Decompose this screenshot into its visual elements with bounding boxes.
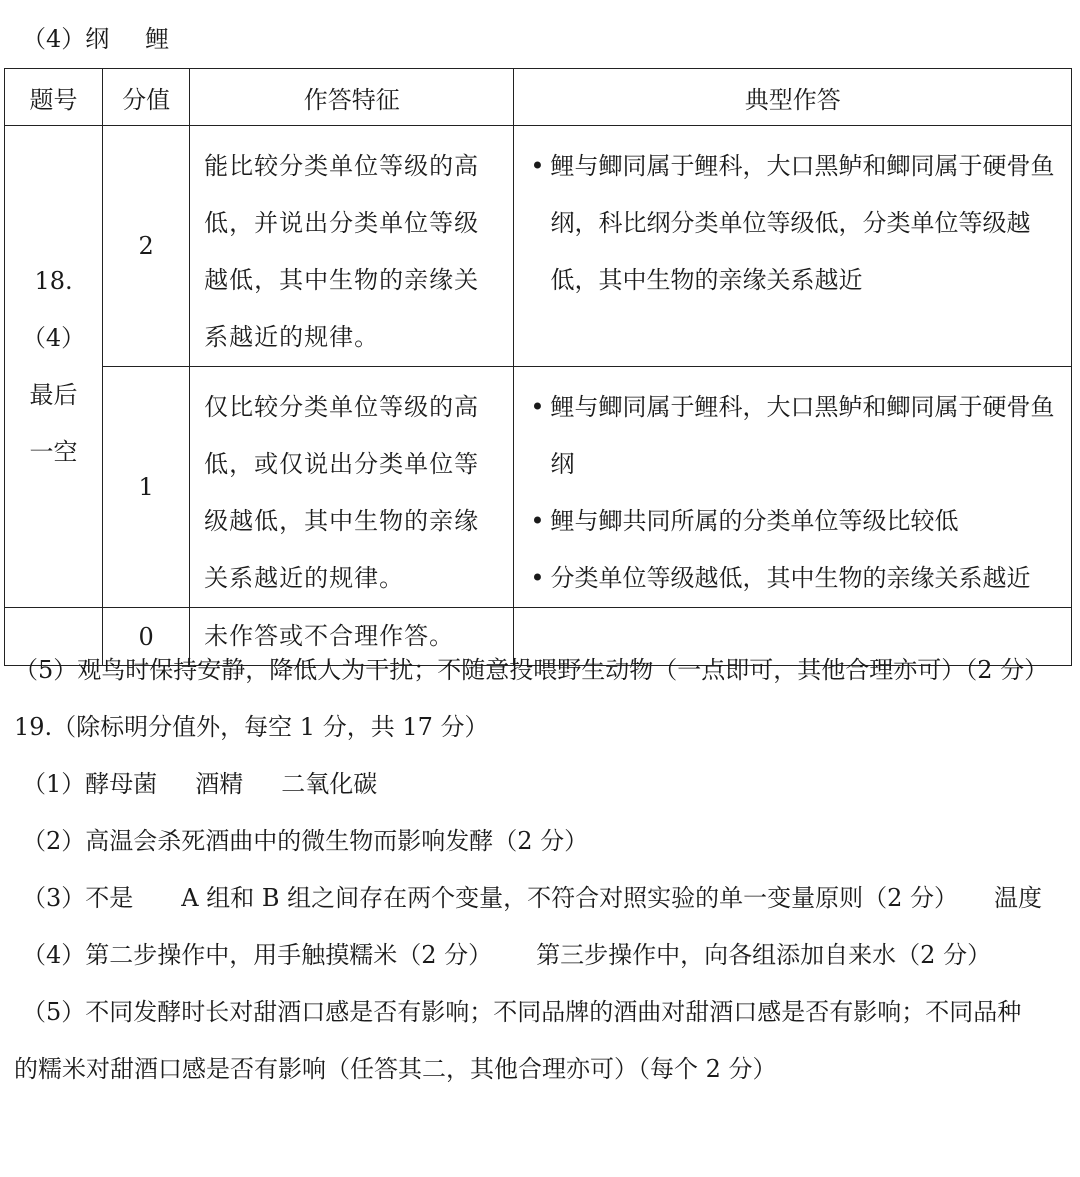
score-cell: 2 (103, 126, 190, 367)
score-cell: 0 (103, 608, 190, 666)
question-18-4-header (22, 24, 169, 54)
question-id-line: 18. (34, 266, 73, 295)
feature-cell: 仅比较分类单位等级的高低，或仅说出分类单位等级越低，其中生物的亲缘关系越近的规律。 (190, 367, 514, 608)
bullet-icon: • (530, 393, 545, 421)
answer-text: 鲤与鲫同属于鲤科，大口黑鲈和鲫同属于硬骨鱼纲，科比纲分类单位等级低，分类单位等级越低，其中生物的亲缘关系越近 (550, 152, 1055, 294)
feature-cell: 能比较分类单位等级的高低，并说出分类单位等级越低，其中生物的亲缘关系越近的规律。 (190, 126, 514, 367)
answer-19-3-extra: 温度 (994, 884, 1043, 912)
answer-19-5-line2: 的糯米对甜酒口感是否有影响（任答其二，其他合理亦可）（每个 2 分） (14, 1055, 777, 1083)
question-id-cell (5, 126, 103, 608)
answer-19-3-main: （3）不是 A 组和 B 组之间存在两个变量，不符合对照实验的单一变量原则（2 分） (22, 884, 959, 912)
bullet-icon: • (530, 507, 545, 535)
answer-19-4-part1: （4）第二步操作中，用手触摸糯米（2 分） (22, 941, 493, 969)
header-question-id: 题号 (5, 69, 103, 126)
question-id-line: （4） (21, 323, 86, 352)
header-typical-answer: 典型作答 (514, 69, 1072, 126)
list-item (524, 550, 1063, 607)
answer-19-2: （2）高温会杀死酒曲中的微生物而影响发酵（2 分） (22, 827, 589, 855)
answer-18-5: （5）观鸟时保持安静，降低人为干扰；不随意投喂野生动物（一点即可，其他合理亦可）（2 分） (14, 656, 1049, 684)
question-id-line: 最后 (29, 380, 78, 409)
answer-19-3 (22, 883, 1042, 913)
header-prefix: （4）纲 (22, 25, 110, 53)
scoring-table (4, 68, 1072, 666)
feature-cell: 未作答或不合理作答。 (190, 608, 514, 666)
answer-19-1-second: 酒精 (195, 770, 244, 798)
answer-19-5-line1: （5）不同发酵时长对甜酒口感是否有影响；不同品牌的酒曲对甜酒口感是否有影响；不同品种 (22, 998, 1022, 1026)
header-feature: 作答特征 (190, 69, 514, 126)
list-item (524, 138, 1063, 309)
answer-text: 分类单位等级越低，其中生物的亲缘关系越近 (550, 564, 1031, 592)
answer-19-1-prefix: （1）酵母菌 (22, 770, 158, 798)
answer-19-1 (22, 769, 377, 799)
bullet-icon: • (530, 152, 545, 180)
question-19-title: 19.（除标明分值外，每空 1 分，共 17 分） (14, 713, 489, 741)
header-answer: 鲤 (145, 25, 170, 53)
table-row (5, 126, 1072, 367)
typical-answer-cell (514, 126, 1072, 367)
answer-19-4 (22, 940, 991, 970)
answer-text: 鲤与鲫共同所属的分类单位等级比较低 (550, 507, 959, 535)
answer-19-4-part2: 第三步操作中，向各组添加自来水（2 分） (536, 941, 992, 969)
table-header-row (5, 69, 1072, 126)
bullet-icon: • (530, 564, 545, 592)
table-row (5, 367, 1072, 608)
score-cell: 1 (103, 367, 190, 608)
typical-answer-cell (514, 367, 1072, 608)
list-item (524, 379, 1063, 493)
header-score: 分值 (103, 69, 190, 126)
answer-text: 鲤与鲫同属于鲤科，大口黑鲈和鲫同属于硬骨鱼纲 (550, 393, 1055, 478)
question-id-line: 一空 (29, 437, 78, 466)
answer-19-1-third: 二氧化碳 (281, 770, 378, 798)
list-item (524, 493, 1063, 550)
